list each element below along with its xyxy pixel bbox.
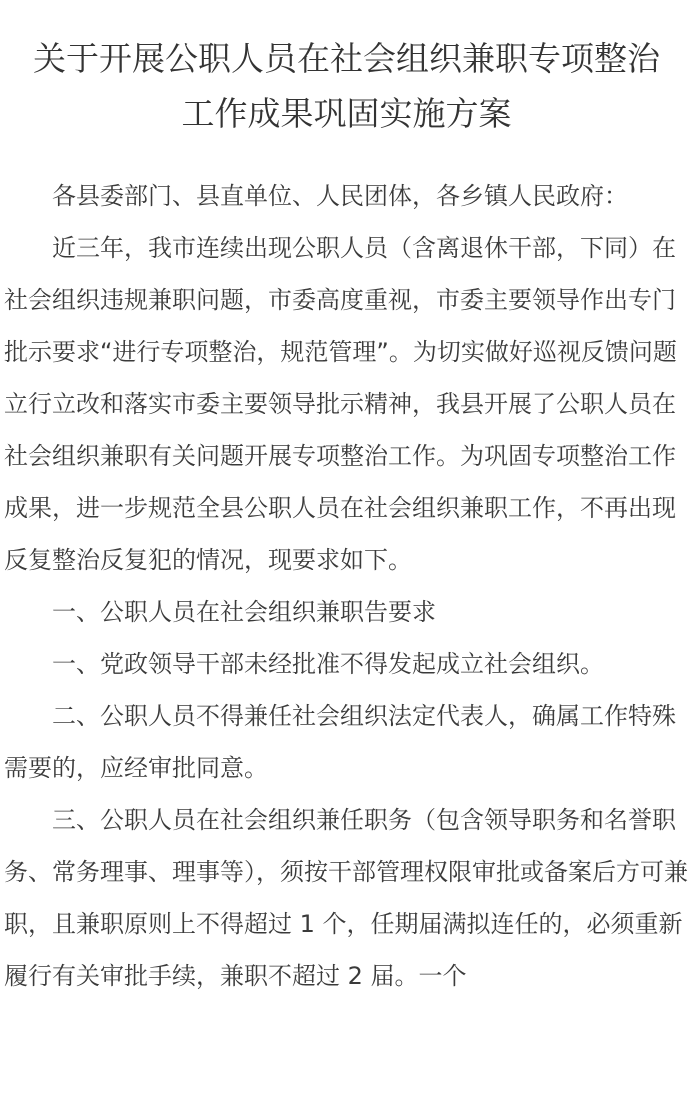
document-body (0, 170, 693, 1002)
document-title-line-2: 工作成果巩固实施方案 (181, 94, 512, 133)
requirement-item-3: 三、公职人员在社会组织兼任职务（包含领导职务和名誉职务、常务理事、理事等），须按干部管理权限审批或备案后方可兼职，且兼职原则上不得超过 1 个，任期届满拟连任的，必须重新履行有关审批手续，兼职不超过 2 届。一个 (4, 806, 688, 990)
document-title-line-1: 关于开展公职人员在社会组织兼职专项整治 (33, 39, 660, 78)
requirement-item-2: 二、公职人员不得兼任社会组织法定代表人，确属工作特殊需要的，应经审批同意。 (4, 702, 676, 782)
section-heading: 一、公职人员在社会组织兼职告要求 (52, 598, 436, 626)
salutation: 各县委部门、县直单位、人民团体，各乡镇人民政府： (52, 182, 628, 210)
document-title (0, 0, 693, 141)
intro-paragraph: 近三年，我市连续出现公职人员（含离退休干部，下同）在社会组织违规兼职问题，市委高度重视，市委主要领导作出专门批示要求“进行专项整治，规范管理”。为切实做好巡视反馈问题立行立改和落实市委主要领导批示精神，我县开展了公职人员在社会组织兼职有关问题开展专项整治工作。为巩固专项整治工作成果，进一步规范全县公职人员在社会组织兼职工作，不再出现反复整治反复犯的情况，现要求如下。 (4, 234, 677, 574)
requirement-item-1: 一、党政领导干部未经批准不得发起成立社会组织。 (52, 650, 604, 678)
